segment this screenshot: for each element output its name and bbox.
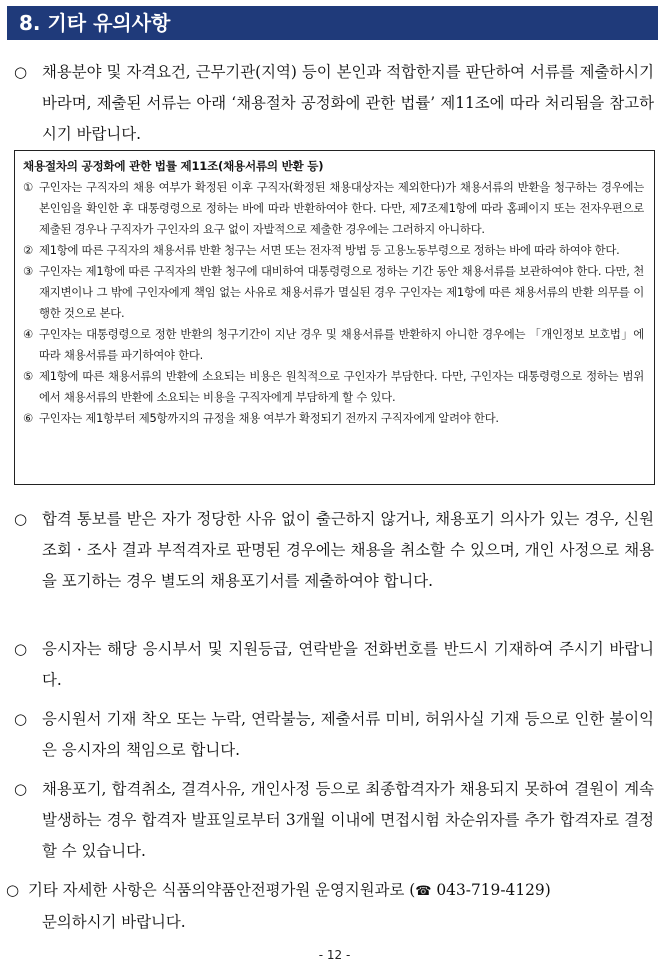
notice-paragraph-application-errors [14, 704, 654, 766]
law-item-text: 제1항에 따른 채용서류의 반환에 소요되는 비용은 원칙적으로 구인자가 부담한다. 다만, 구인자는 대통령령으로 정하는 범위에서 채용서류의 반환에 소요되는 비용을 구직자에게 부담하게 할 수 있다. [39, 369, 644, 404]
law-item-number: ② [23, 243, 33, 257]
paragraph-text: 합격 통보를 받은 자가 정당한 사유 없이 출근하지 않거나, 채용포기 의사가 있는 경우, 신원조회 · 조사 결과 부적격자로 판명된 경우에는 채용을 취소할 수 있으며, 개인 사정으로 채용을 포기하는 경우 별도의 채용포기서를 제출하여야 합니다. [42, 510, 654, 590]
law-item-number: ① [23, 180, 33, 194]
law-item [23, 261, 644, 324]
law-item [23, 324, 644, 366]
paragraph-text: 채용포기, 합격취소, 결격사유, 개인사정 등으로 최종합격자가 채용되지 못하여 결원이 계속 발생하는 경우 합격자 발표일로부터 3개월 이내에 면접시험 차순위자를 추가 합격자로 결정할 수 있습니다. [42, 780, 654, 860]
law-item [23, 366, 644, 408]
circle-bullet-icon: ○ [14, 710, 28, 728]
law-item-text: 제1항에 따른 구직자의 채용서류 반환 청구는 서면 또는 전자적 방법 등 고용노동부령으로 정하는 바에 따라 하여야 한다. [39, 243, 620, 257]
notice-paragraph-hiring-cancellation [14, 504, 654, 597]
law-title: 채용절차의 공정화에 관한 법률 제11조(채용서류의 반환 등) [23, 159, 324, 173]
notice-paragraph-contact-info [14, 634, 654, 696]
section-title: 8. 기타 유의사항 [7, 6, 658, 40]
paragraph-text [28, 875, 654, 938]
law-item-text: 구인자는 제1항에 따른 구직자의 반환 청구에 대비하여 대통령령으로 정하는 기간 동안 채용서류를 보관하여야 한다. 다만, 천재지변이나 그 밖에 구인자에게 책임 없는 사유로 채용서류가 멸실된 경우 구인자는 제1항에 따른 채용서류의 반환 의무를 이행한 것으로 본다. [39, 264, 644, 320]
paragraph-text: 채용분야 및 자격요건, 근무기관(지역) 등이 본인과 적합한지를 판단하여 서류를 제출하시기 바라며, 제출된 서류는 아래 ‘채용절차 공정화에 관한 법률’ 제11조에 따라 처리됨을 참고하시기 바랍니다. [42, 63, 654, 143]
circle-bullet-icon: ○ [14, 510, 28, 528]
notice-paragraph-inquiries [6, 875, 654, 938]
law-item-text: 구인자는 대통령령으로 정한 반환의 청구기간이 지난 경우 및 채용서류를 반환하지 아니한 경우에는 「개인정보 보호법」에 따라 채용서류를 파기하여야 한다. [39, 327, 644, 362]
law-item [23, 240, 644, 261]
law-excerpt-box [14, 150, 655, 485]
law-item [23, 177, 644, 240]
law-item-number: ③ [23, 264, 33, 278]
paragraph-text: 응시자는 해당 응시부서 및 지원등급, 연락받을 전화번호를 반드시 기재하여 주시기 바랍니다. [42, 640, 654, 689]
paragraph-text: 응시원서 기재 착오 또는 누락, 연락불능, 제출서류 미비, 허위사실 기재 등으로 인한 불이익은 응시자의 책임으로 합니다. [42, 710, 654, 759]
inquiry-text-continued: 문의하시기 바랍니다. [42, 913, 186, 931]
circle-bullet-icon: ○ [14, 640, 28, 658]
circle-bullet-icon: ○ [6, 881, 20, 899]
law-item-text: 구인자는 구직자의 채용 여부가 확정된 이후 구직자(확정된 채용대상자는 제외한다)가 채용서류의 반환을 청구하는 경우에는 본인임을 확인한 후 대통령령으로 정하는 바에 따라 반환하여야 한다. 다만, 제7조제1항에 따라 홈페이지 또는 전자우편으로 제출된 경우나 구직자가 구인자의 요구 없이 자발적으로 제출한 경우에는 그러하지 아니하다. [39, 180, 644, 236]
law-item-number: ⑤ [23, 369, 33, 383]
phone-number: 043-719-4129) [431, 881, 551, 899]
page-number: - 12 - [318, 948, 351, 962]
circle-bullet-icon: ○ [14, 63, 28, 81]
telephone-icon: ☎ [415, 884, 432, 899]
law-item-number: ⑥ [23, 411, 33, 425]
circle-bullet-icon: ○ [14, 780, 28, 798]
notice-paragraph-additional-passers [14, 774, 654, 867]
law-item-number: ④ [23, 327, 33, 341]
law-item-text: 구인자는 제1항부터 제5항까지의 규정을 채용 여부가 확정되기 전까지 구직자에게 알려야 한다. [39, 411, 499, 425]
law-item [23, 408, 644, 429]
inquiry-text: 기타 자세한 사항은 식품의약품안전평가원 운영지원과로 ( [28, 881, 416, 899]
notice-paragraph-documents [14, 57, 654, 150]
